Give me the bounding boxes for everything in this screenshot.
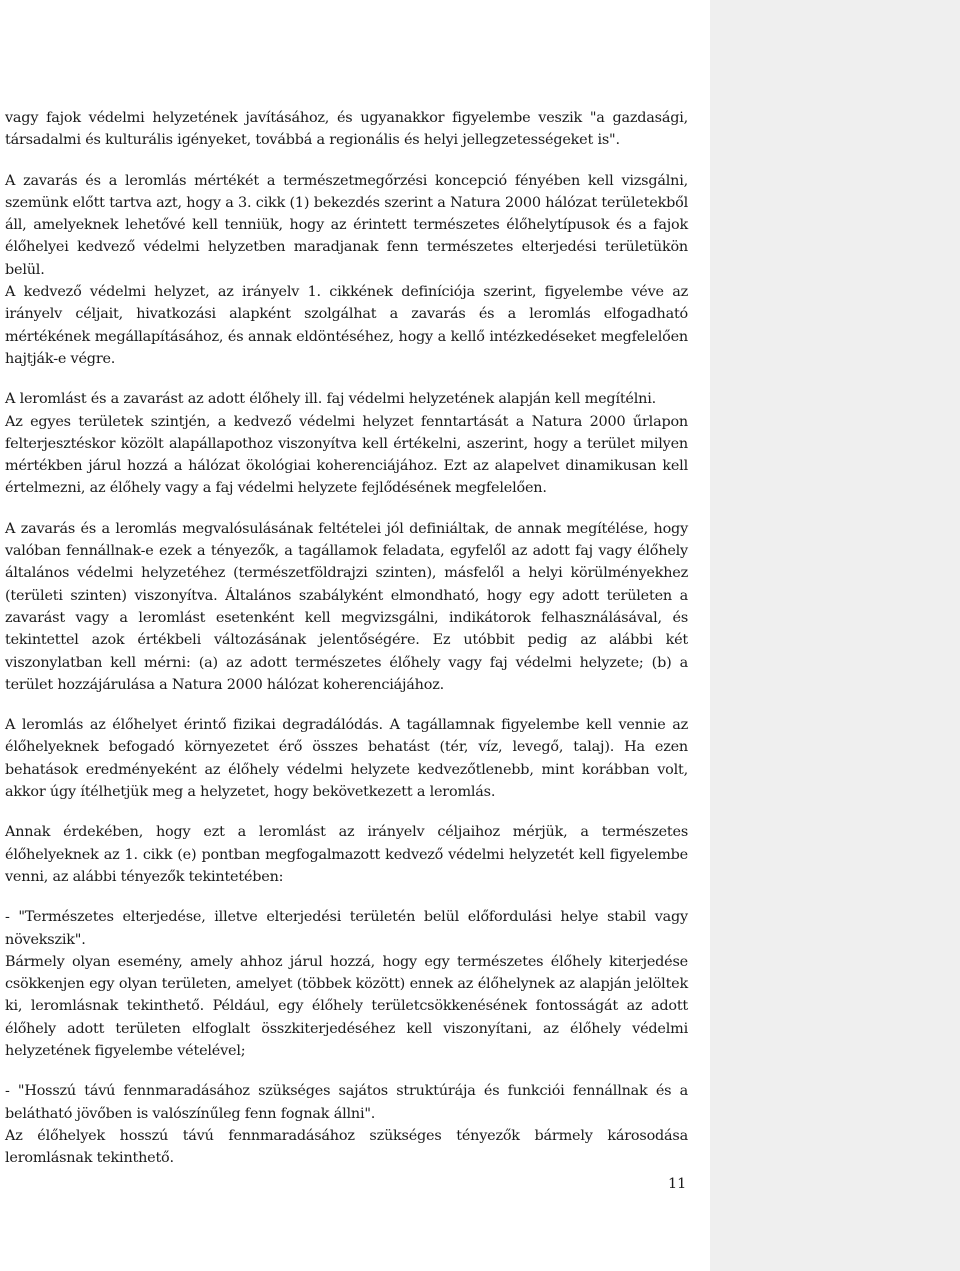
paragraph: Annak érdekében, hogy ezt a leromlást az irányelv céljaihoz mérjük, a természetes élőhelyeknek az 1. cikk (e) pontban megfogalmazott kedvező védelmi helyzetét kell figyelembe venni, az alábbi tényezők tekintetében: [5,824,688,885]
page-number: 11 [668,1176,687,1192]
paragraph: Az egyes területek szintjén, a kedvező védelmi helyzet fenntartását a Natura 2000 űrlapon felterjesztéskor közölt alapállapothoz viszonyítva kell értékelni, aszerint, hogy a terület milyen mértékben járul hozzá a hálózat ökológiai koherenciájához. Ezt az alapelvet dinamikusan kell értelmezni, az élőhely vagy a faj védelmi helyzete fejlődésének megfelelően. [5,413,688,497]
paragraph: A zavarás és a leromlás megvalósulásának feltételei jól definiáltak, de annak megítélése, hogy valóban fennállnak-e ezek a tényezők, a tagállamok feladata, egyfelől az adott faj vagy élőhely általános védelmi helyzetéhez (természetföldrajzi szinten), másfelől a helyi körülményekhez (területi szinten) viszonyítva. Általános szabályként elmondható, hogy egy adott területen a zavarást vagy a leromlást esetenként kell megvizsgálni, indikátorok felhasználásával, és tekintettel azok értékbeli változásának jelentőségére. Ez utóbbit pedig az alábbi két viszonylatban kell mérni: (a) az adott természetes élőhely vagy faj védelmi helyzete; (b) a terület hozzájárulása a Natura 2000 hálózat koherenciájához. [5,520,688,693]
paragraph: A leromlást és a zavarást az adott élőhely ill. faj védelmi helyzetének alapján kell megítélni. [5,391,656,408]
paragraph: vagy fajok védelmi helyzetének javításához, és ugyanakkor figyelembe veszik "a gazdasági, társadalmi és kulturális igényeket, továbbá a regionális és helyi jellegzetességeket is". [5,110,688,149]
paragraph: A zavarás és a leromlás mértékét a természetmegőrzési koncepció fényében kell vizsgálni, szemünk előtt tartva azt, hogy a 3. cikk (1) bekezdés szerint a Natura 2000 hálózat területekből áll, amelyeknek lehetővé kell tenniük, hogy az érintett természetes élőhelytípusok és a fajok élőhelyei kedvező védelmi helyzetben maradjanak fenn természetes elterjedési területükön belül. [5,172,688,278]
paragraph: Az élőhelyek hosszú távú fennmaradásához szükséges tényezők bármely károsodása leromlásnak tekinthető. [5,1127,688,1167]
document-body [5,107,688,1169]
paragraph: A leromlás az élőhelyet érintő fizikai degradálódás. A tagállamnak figyelembe kell vennie az élőhelyeknek befogadó környezetet érő összes behatást (tér, víz, levegő, talaj). Ha ezen behatások eredményeként az élőhely védelmi helyzete kedvezőtlenebb, mint korábban volt, akkor úgy ítélhetjük meg a helyzetet, hogy bekövetkezett a leromlás. [5,717,688,801]
paragraph: - "Természetes elterjedése, illetve elterjedési területén belül előfordulási helye stabil vagy növekszik". [5,909,688,948]
paragraph: - "Hosszú távú fennmaradásához szükséges sajátos struktúrája és funkciói fennállnak és a belátható jövőben is valószínűleg fenn fognak állni". [5,1083,688,1122]
paragraph: A kedvező védelmi helyzet, az irányelv 1. cikkének definíciója szerint, figyelembe véve az irányelv céljait, hivatkozási alapként szolgálhat a zavarás és a leromlás elfogadható mértékének megállapításához, és annak eldöntéséhez, hogy a kellő intézkedéseket megfelelően hajtják-e végre. [5,284,688,367]
right-margin-panel [710,0,960,1271]
paragraph: Bármely olyan esemény, amely ahhoz járul hozzá, hogy egy természetes élőhely kiterjedése csökkenjen egy olyan területen, amelyet (többek között) ennek az élőhelynek az alapján jelöltek ki, leromlásnak tekinthető. Például, egy élőhely területcsökkenésének fontosságát az adott élőhely adott területen elfoglalt összkiterjedéséhez kell viszonyítani, az élőhely védelmi helyzetének figyelembe vételével; [5,953,688,1059]
